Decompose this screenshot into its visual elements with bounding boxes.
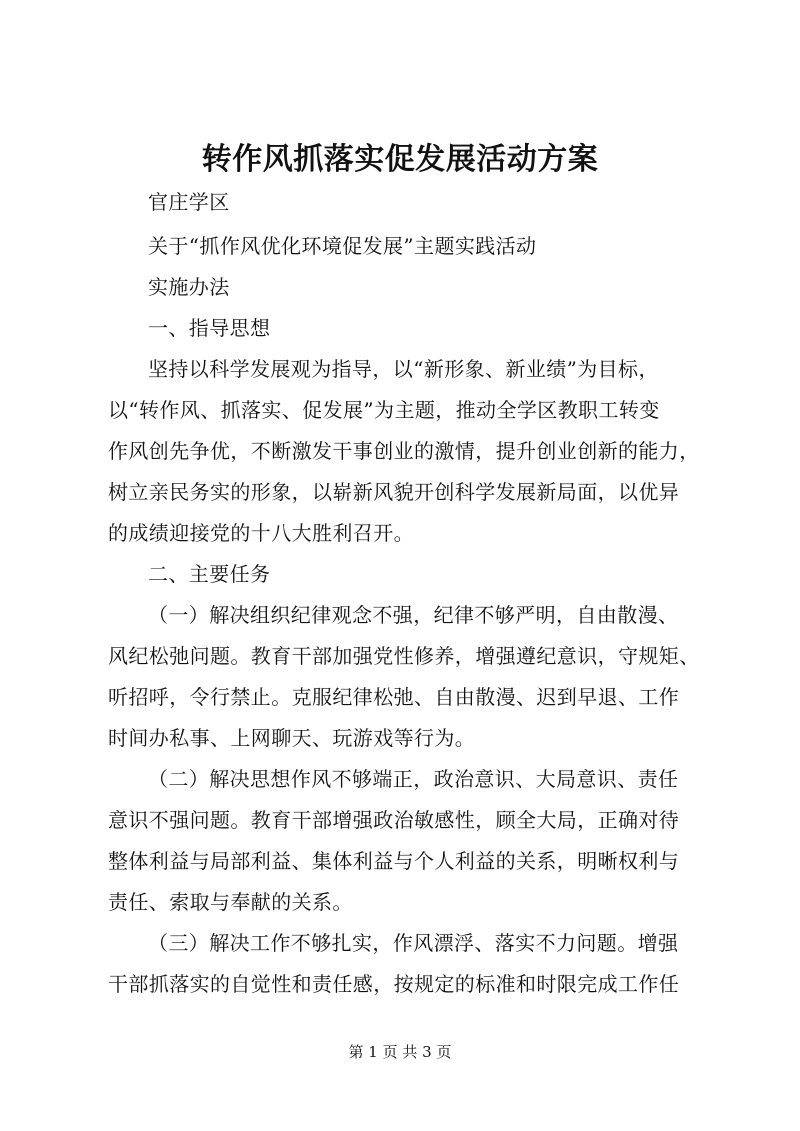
paragraph-line: 坚持以科学发展观为指导，以“新形象、新业绩”为目标， bbox=[148, 357, 659, 381]
subject-line: 关于“抓作风优化环境促发展”主题实践活动 bbox=[148, 234, 537, 258]
paragraph-line: 风纪松弛问题。教育干部加强党性修养，增强遵纪意识，守规矩、 bbox=[108, 644, 700, 668]
subtitle-line: 实施办法 bbox=[148, 275, 230, 299]
org-name-line: 官庄学区 bbox=[148, 190, 230, 214]
section-heading-2: 二、主要任务 bbox=[148, 562, 271, 586]
paragraph-line: 时间办私事、上网聊天、玩游戏等行为。 bbox=[108, 726, 476, 750]
paragraph-line: 听招呼，令行禁止。克服纪律松弛、自由散漫、迟到早退、工作 bbox=[108, 685, 680, 709]
paragraph-line: （二）解决思想作风不够端正，政治意识、大局意识、责任 bbox=[148, 767, 679, 791]
paragraph-line: 的成绩迎接党的十八大胜利召开。 bbox=[108, 521, 414, 545]
paragraph-line: 意识不强问题。教育干部增强政治敏感性，顾全大局，正确对待 bbox=[108, 808, 680, 832]
paragraph-line: 整体利益与局部利益、集体利益与个人利益的关系，明晰权利与 bbox=[108, 849, 680, 873]
section-heading-1: 一、指导思想 bbox=[148, 316, 271, 340]
document-title: 转作风抓落实促发展活动方案 bbox=[201, 142, 599, 177]
page-number-footer: 第 1 页 共 3 页 bbox=[348, 1043, 452, 1061]
paragraph-line: 以“转作风、抓落实、促发展”为主题，推动全学区教职工转变 bbox=[108, 398, 660, 422]
paragraph-line: （三）解决工作不够扎实，作风漂浮、落实不力问题。增强 bbox=[148, 931, 679, 955]
paragraph-line: 干部抓落实的自觉性和责任感，按规定的标准和时限完成工作任 bbox=[108, 972, 680, 996]
paragraph-line: 树立亲民务实的形象，以崭新风貌开创科学发展新局面，以优异 bbox=[108, 480, 680, 504]
paragraph-line: 责任、索取与奉献的关系。 bbox=[108, 890, 353, 914]
paragraph-line: 作风创先争优，不断激发干事创业的激情，提升创业创新的能力， bbox=[108, 439, 700, 463]
paragraph-line: （一）解决组织纪律观念不强，纪律不够严明，自由散漫、 bbox=[148, 603, 679, 627]
